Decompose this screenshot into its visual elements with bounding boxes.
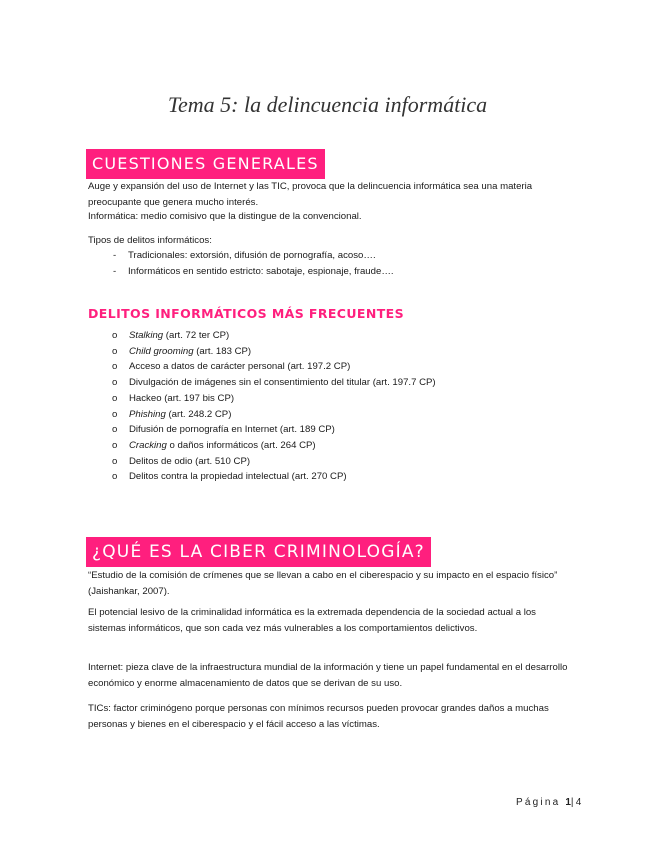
dash-bullet: - (113, 250, 117, 261)
circle-bullet: o (112, 439, 118, 451)
section-heading-delitos-frecuentes: DELITOS INFORMÁTICOS MÁS FRECUENTES (88, 306, 404, 321)
page-number (516, 797, 583, 808)
list-item: o Stalking (art. 72 ter CP) (112, 328, 436, 344)
list-item: o Hackeo (art. 197 bis CP) (112, 391, 436, 407)
circle-bullet: o (112, 361, 118, 373)
list-item: o Acceso a datos de carácter personal (art. 197.2 CP) (112, 359, 436, 375)
current-page: 1 (565, 797, 571, 808)
circle-bullet: o (112, 424, 118, 436)
list-item: - Informáticos en sentido estricto: sabotaje, espionaje, fraude…. (88, 264, 394, 280)
list-item: o Child grooming (art. 183 CP) (112, 344, 436, 360)
circle-bullet: o (112, 330, 118, 341)
crimes-list (112, 328, 436, 485)
paragraph-auge: Auge y expansión del uso de Internet y las TIC, provoca que la delincuencia informática sea una materia preocupante que genera mucho interés. (88, 181, 533, 208)
list-item: - Tradicionales: extorsión, difusión de pornografía, acoso…. (88, 248, 394, 264)
list-item: o Phishing (art. 248.2 CP) (112, 407, 436, 423)
paragraph-internet: Internet: pieza clave de la infraestructura mundial de la información y tiene un papel fundamental en el desarrollo económico y enorme almacenamiento de datos que se derivan de su uso. (88, 662, 568, 689)
section-heading-cuestiones-generales: CUESTIONES GENERALES (86, 149, 325, 179)
page-label: Página (516, 797, 561, 808)
list-item: o Delitos contra la propiedad intelectual (art. 270 CP) (112, 469, 436, 485)
list-item: o Delitos de odio (art. 510 CP) (112, 454, 436, 470)
circle-bullet: o (112, 345, 118, 357)
list-item: o Cracking o daños informáticos (art. 264 CP) (112, 438, 436, 454)
circle-bullet: o (112, 408, 118, 420)
circle-bullet: o (112, 392, 118, 404)
list-item: o Divulgación de imágenes sin el consentimiento del titular (art. 197.7 CP) (112, 375, 436, 391)
paragraph-potencial-lesivo: El potencial lesivo de la criminalidad informática es la extremada dependencia de la sociedad actual a los sistemas informáticos, que son cada vez más vulnerables a los comportamientos delictivos. (88, 607, 536, 634)
paragraph-informatica: Informática: medio comisivo que la distingue de la convencional. (88, 211, 362, 222)
page-title: Tema 5: la delincuencia informática (167, 92, 488, 117)
paragraph-tics: TICs: factor criminógeno porque personas con mínimos recursos pueden provocar grandes daños a muchas personas y bienes en el ciberespacio y el fácil acceso a las víctimas. (88, 703, 549, 730)
circle-bullet: o (112, 455, 118, 467)
paragraph-tipos-label: Tipos de delitos informáticos: (88, 235, 212, 246)
list-item: o Difusión de pornografía en Internet (art. 189 CP) (112, 422, 436, 438)
circle-bullet: o (112, 377, 118, 389)
dash-bullet: - (113, 266, 117, 277)
page-separator: | (570, 797, 576, 808)
circle-bullet: o (112, 471, 118, 483)
total-pages: 4 (575, 797, 584, 808)
types-list (88, 248, 394, 280)
paragraph-definicion: “Estudio de la comisión de crímenes que se llevan a cabo en el ciberespacio y su impacto en el espacio físico” (Jaishankar, 2007). (88, 570, 558, 597)
section-heading-ciber-criminologia: ¿QUÉ ES LA CIBER CRIMINOLOGÍA? (86, 537, 431, 567)
